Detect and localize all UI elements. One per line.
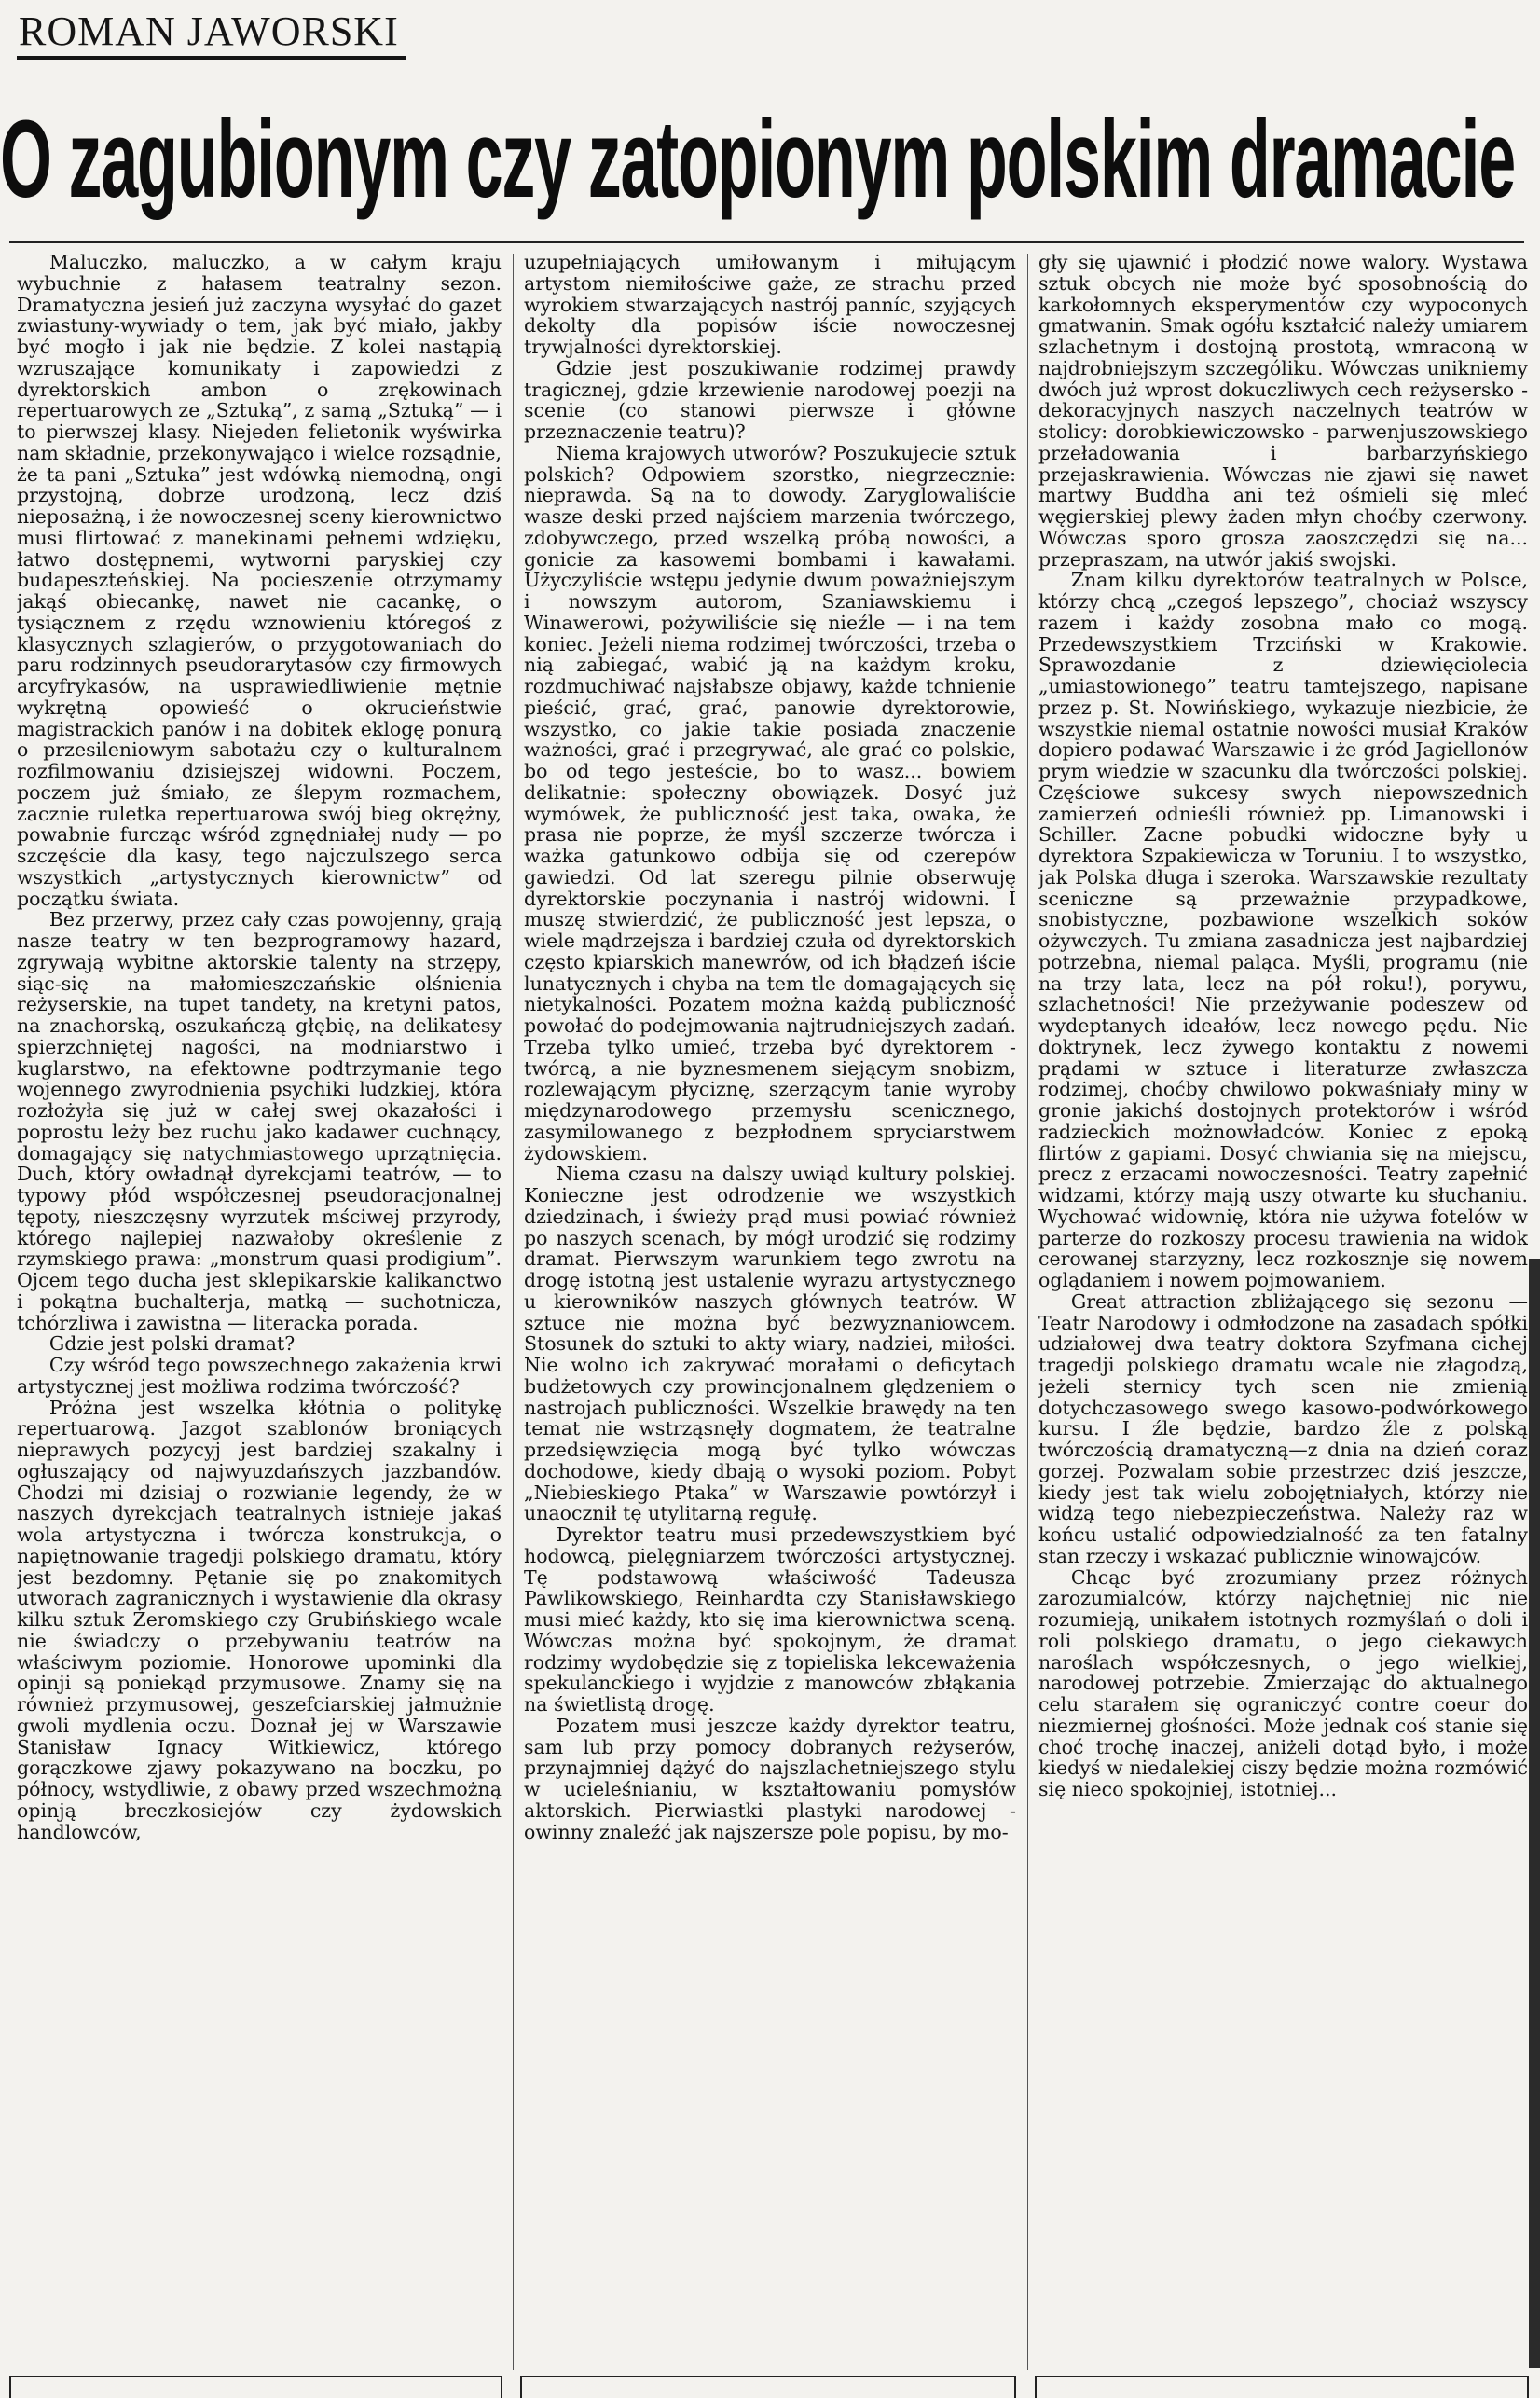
bottom-frame: [9, 2376, 502, 2398]
article-column-3: [1038, 252, 1528, 2387]
paragraph: Próżna jest wszelka kłótnia o politykę repertuarową. Jazgot szablonów broniących nieprawych pozycyj jest bardziej szakalny i ogłuszający od najwyuzdańszych jazzbandów. Chodzi mi dzisiaj o rozwianie legendy, że w naszych dyrekcjach teatralnych istnieje jakaś wola artystyczna i twórcza konstrukcja, o napiętnowanie tragedji polskiego dramatu, który jest bezdomny. Pętanie się po znakomitych utworach zagranicznych i wystawienie dla okrasy kilku sztuk Żeromskiego czy Grubińskiego wcale nie świadczy o przebywaniu teatrów na właściwym poziomie. Honorowe upominki dla opinji są poniekąd przymusowe. Znamy się na również przymusowej, geszefciarskiej jałmużnie gwoli mydlenia oczu. Doznał jej w Warszawie Stanisław Ignacy Witkiewicz, którego gorączkowe zjawy pokazywano na boczku, po północy, wstydliwie, z obawy przed wszechmożną opinją breczkosiejów czy żydowskich handlowców,: [17, 1396, 502, 1843]
paragraph: Maluczko, maluczko, a w całym kraju wybuchnie z hałasem teatralny sezon. Dramatyczna jesień już zaczyna wysyłać do gazet zwiastuny-wywiady o tem, jak być miało, jakby być mogło i jak nie będzie. Z kolei nastąpią wzruszające komunikaty i zapowiedzi z dyrektorskich ambon o zrękowinach repertuarowych ze „Sztuką”, z samą „Sztuką” — i to pierwszej klasy. Niejeden felietonik wyświrka nam składnie, przekonywająco i wielce rozsądnie, że ta pani „Sztuka” jest wdówką niemodną, ongi przystojną, dobrze urodzoną, lecz dziś nieposażną, i że nowoczesnej sceny kierownictwo musi flirtować z manekinami pełnemi wdzięku, łatwo dostępnemi, wytworni paryskiej czy budapeszteńskiej. Na pocieszenie otrzymamy jakąś obiecankę, nawet nie cacankę, o tysiącznem z rzędu wznowieniu któregoś z klasycznych szlagierów, o przygotowaniach do paru rodzinnych pseudorarytasów czy firmowych arcyfrykasów, na usprawiedliwienie mętnie wykrętną opowieść o okrucieństwie magistrackich panów i na dobitek eklogę ponurą o przesileniowym sabotażu czy o kulturalnem rozfilmowaniu dzisiejszej widowni. Poczem, poczem już śmiało, ze ślepym rozmachem, zacznie ruletka repertuarowa swój bieg okrężny, powabnie furcząc wśród zgnędniałej nudy — po szczęście dla kasy, tego najczulszego serca wszystkich „artystycznych kierownictw” od początku świata.: [17, 252, 502, 910]
paragraph: Znam kilku dyrektorów teatralnych w Polsce, którzy chcą „czegoś lepszego”, chociaż wszyscy razem i każdy zosobna mało co mogą. Przedewszystkiem Trzciński w Krakowie. Sprawozdanie z dziewięciolecia „umiastowionego” teatru tamtejszego, napisane przez p. St. Nowińskiego, wykazuje niezbicie, że wszystkie niemal ostatnie nowości musiał Kraków dopiero podawać Warszawie i że gród Jagiellonów prym wiedzie w szacunku dla twórczości polskiej. Częściowe sukcesy swych niepowszednich zamierzeń odnieśli również pp. Limanowski i Schiller. Zacne pobudki widoczne były u dyrektora Szpakiewicza w Toruniu. I to wszystko, jak Polska długa i szeroka. Warszawskie rezultaty sceniczne są przeważnie przypadkowe, snobistyczne, pozbawione wszelkich soków ożywczych. Tu zmiana zasadnicza jest najbardziej potrzebna, niemal paląca. Myśli, programu (nie na trzy lata, lecz na pół roku!), porywu, szlachetności! Nie przeżywanie podeszew od wydeptanych ideałów, lecz nowego pędu. Nie doktrynek, lecz żywego kontaktu z nowemi prądami w sztuce i literaturze zwłaszcza rodzimej, choćby chwilowo pokwaśniały miny w gronie jakichś dostojnych protektorów i wśród radzieckich możnowładców. Koniec z epoką flirtów z gapiami. Dosyć chwiania się na miejscu, precz z erzacami nowoczesności. Teatry zapełnić widzami, którzy mają uszy otwarte ku słuchaniu. Wychować widownię, która nie używa fotelów w parterze do rozkoszy procesu trawienia na widok cerowanej starzyzny, lecz rozkosznje się nowem oglądaniem i nowem pojmowaniem.: [1038, 569, 1528, 1291]
article-headline: O zagubionym czy zatopionym polskim dramacie: [0, 98, 1516, 221]
paragraph: Pozatem musi jeszcze każdy dyrektor teatru, sam lub przy pomocy dobranych reżyserów, przynajmniej dążyć do najszlachetniejszego stylu w ucieleśnianiu, w kształtowaniu pomysłów aktorskich. Pierwiastki plastyki narodowej -owinny znaleźć jak najszersze pole popisu, by mo-: [524, 1714, 1016, 1843]
author-byline: ROMAN JAWORSKI: [17, 9, 406, 60]
article-column-1: [17, 252, 502, 2387]
paragraph: Czy wśród tego powszechnego zakażenia krwi artystycznej jest możliwa rodzima twórczość?: [17, 1354, 502, 1398]
paragraph: Chcąc być zrozumiany przez różnych zarozumialców, którzy najchętniej nic nie rozumieją, unikałem istotnych rozmyślań o doli i roli polskiego dramatu, o jego ciekawych naroślach współczesnych, o jego wielkiej, narodowej potrzebie. Zmierzając do aktualnego celu starałem się ograniczyć contre coeur do niezmiernej głośności. Może jednak coś stanie się choć trochę inaczej, aniżeli dotąd było, i może kiedyś w niedalekiej ciszy będzie można rozmówić się nieco spokojniej, istotniej...: [1038, 1565, 1528, 1800]
page-edge-shadow: [1529, 1259, 1540, 2368]
bottom-frame: [1035, 2376, 1529, 2398]
paragraph: Gdzie jest poszukiwanie rodzimej prawdy tragicznej, gdzie krzewienie narodowej poezji na scenie (co stanowi pierwsze i główne przeznaczenie teatru)?: [524, 356, 1016, 443]
paragraph: Niema krajowych utworów? Poszukujecie sztuk polskich? Odpowiem szorstko, niegrzecznie: nieprawda. Są na to dowody. Zaryglowaliście wasze deski przed najściem marzenia twórczego, zdobywczego, przed wszelką próbą nowości, a gonicie za kasowemi bombami i kawałami. Użyczyliście wstępu jedynie dwum poważniejszym i nowszym autorom, Szaniawskiemu i Winawerowi, pożywiliście się nieźle — i na tem koniec. Jeżeli niema rodzimej twórczości, trzeba o nią zabiegać, wabić ją na każdym kroku, rozdmuchiwać najsłabsze objawy, każde tchnienie pieścić, grać, grać, panowie dyrektorowie, wszystko, co jakie takie posiada znaczenie ważności, grać i przegrywać, ale grać co polskie, bo od tego jesteście, bo to wasz... bowiem delikatnie: społeczny obowiązek. Dosyć już wymówek, że publiczność jest taka, owaka, że prasa nie poprze, że myśl szczerze twórcza i ważka gatunkowo odbija się od czerepów gawiedzi. Od lat szeregu pilnie obserwuję dyrektorskie poczynania i nastrój widowni. I muszę stwierdzić, że publiczność jest lepsza, o wiele mądrzejsza i bardziej czuła od dyrektorskich często kpiarskich manewrów, od ich błądzeń iście lunatycznych i chyba na tem tle domagających się nietykalności. Pozatem można każdą publiczność powołać do podejmowania najtrudniejszych zadań. Trzeba tylko umieć, trzeba być dyrektorem - twórcą, a nie byznesmenem siejącym snobizm, rozlewającym płyciznę, szerzącym tanie wyroby międzynarodowego przemysłu scenicznego, zasymilowanego z bezpłodnem spryciarstwem żydowskiem.: [524, 441, 1016, 1165]
column-divider: [1027, 254, 1028, 2370]
paragraph: gły się ujawnić i płodzić nowe walory. Wystawa sztuk obcych nie może być sposobnością do karkołomnych eksperymentów czy wypoconych gmatwanin. Smak ogółu kształcić należy umiarem szlachetnym i dostojną prostotą, wmraconą w najdrobniejszym szczególiku. Wówczas unikniemy dwóch już wprost dokuczliwych cech reżysersko - dekoracyjnych naszych naczelnych teatrów w stolicy: dorobkiewiczowsko - parwenjuszowskiego przeładowania i barbarzyńskiego przejaskrawienia. Wówczas nie zjawi się nawet martwy Buddha ani też ośmieli się mleć węgierskiej plewy żaden młyn choćby czerwony. Wówczas sporo grosza zaoszczędzi się na... przepraszam, na utwór jakiś swojski.: [1038, 252, 1528, 571]
column-divider: [513, 254, 514, 2370]
paragraph: Niema czasu na dalszy uwiąd kultury polskiej. Konieczne jest odrodzenie we wszystkich dziedzinach, i świeży prąd musi powiać również po naszych scenach, by mógł urodzić się rodzimy dramat. Pierwszym warunkiem tego zwrotu na drogę istotną jest ustalenie wyrazu artystycznego u kierowników naszych głównych teatrów. W sztuce nie można być bezwyznaniowcem. Stosunek do sztuki to akty wiary, nadziei, miłości. Nie wolno ich zakrywać morałami o deficytach budżetowych czy prowincjonalnem ględzeniem o nastrojach publiczności. Wszelkie brawędy na ten temat nie wstrząsnęły dogmatem, że teatralne przedsięwzięcia mogą być tylko wówczas dochodowe, kiedy dbają o wysoki poziom. Pobyt „Niebieskiego Ptaka” w Warszawie powtórzył i unaocznił tę utylitarną regułę.: [524, 1163, 1016, 1525]
paragraph: uzupełniających umiłowanym i miłującym artystom niemiłościwe gaże, ze strachu przed wyrokiem stwarzających nastrój panníc, szyjących dekolty dla popisów iście nowoczesnej trywjalności dyrektorskiej.: [524, 252, 1016, 358]
paragraph: Bez przerwy, przez cały czas powojenny, grają nasze teatry w ten bezprogramowy hazard, zgrywają wybitne aktorskie talenty na strzępy, siąc-się na małomieszczańskie olśnienia reżyserskie, na tupet tandety, na kretyni patos, na znachorską, oszukańczą głębię, na delikatesy spierzchniętej nagości, na modniarstwo i kuglarstwo, na efektowne podtrzymanie tego wojennego zwyrodnienia psychiki ludzkiej, która rozłożyła się już w całej swej okazałości i poprostu leży bez ruchu jako kadawer cuchnący, domagający się natychmiastowego uprzątnięcia. Duch, który owładnął dyrekcjami teatrów, — to typowy płód współczesnej pseudoracjonalnej tępoty, nieszczęsny wyrzutek mściwej przyrody, którego najlepiej nazwałoby określenie z rzymskiego prawa: „monstrum quasi prodigium”. Ojcem tego ducha jest sklepikarskie kalikanctwo i pokątna buchalterja, matką — suchotnicza, tchórzliwa i zawistna — literacka porada.: [17, 908, 502, 1334]
paragraph: Dyrektor teatru musi przedewszystkiem być hodowcą, pielęgniarzem twórczości artystycznej. Tę podstawową właściwość Tadeusza Pawlikowskiego, Reinhardta czy Stanisławskiego musi mieć każdy, kto się ima kierownictwa sceną. Wówczas można być spokojnym, że dramat rodzimy wydobędzie się z topieliska lekceważenia spekulanckiego i wyjdzie z manowców zbłąkania na świetlistą drogę.: [524, 1523, 1016, 1716]
bottom-frame: [520, 2376, 1016, 2398]
header-rule: [9, 241, 1524, 243]
paragraph: Great attraction zbliżającego się sezonu — Teatr Narodowy i odmłodzone na zasadach spółki udziałowej dwa teatry doktora Szyfmana cichej tragedji polskiego dramatu wcale nie złagodzą, jeżeli sternicy tych scen nie zmienią dotychczasowego swego kasowo-podwórkowego kursu. I źle będzie, bardzo źle z polską twórczością dramatyczną—z dnia na dzień coraz gorzej. Pozwalam sobie przestrzec dziś jeszcze, kiedy jest tak wielu zobojętniałych, którzy nie widzą tego niebezpieczeństwa. Należy raz w końcu ustalić odpowiedzialność za ten fatalny stan rzeczy i wskazać publicznie winowajców.: [1038, 1289, 1528, 1567]
article-column-2: [524, 252, 1016, 2387]
paragraph: Gdzie jest polski dramat?: [48, 1332, 296, 1356]
